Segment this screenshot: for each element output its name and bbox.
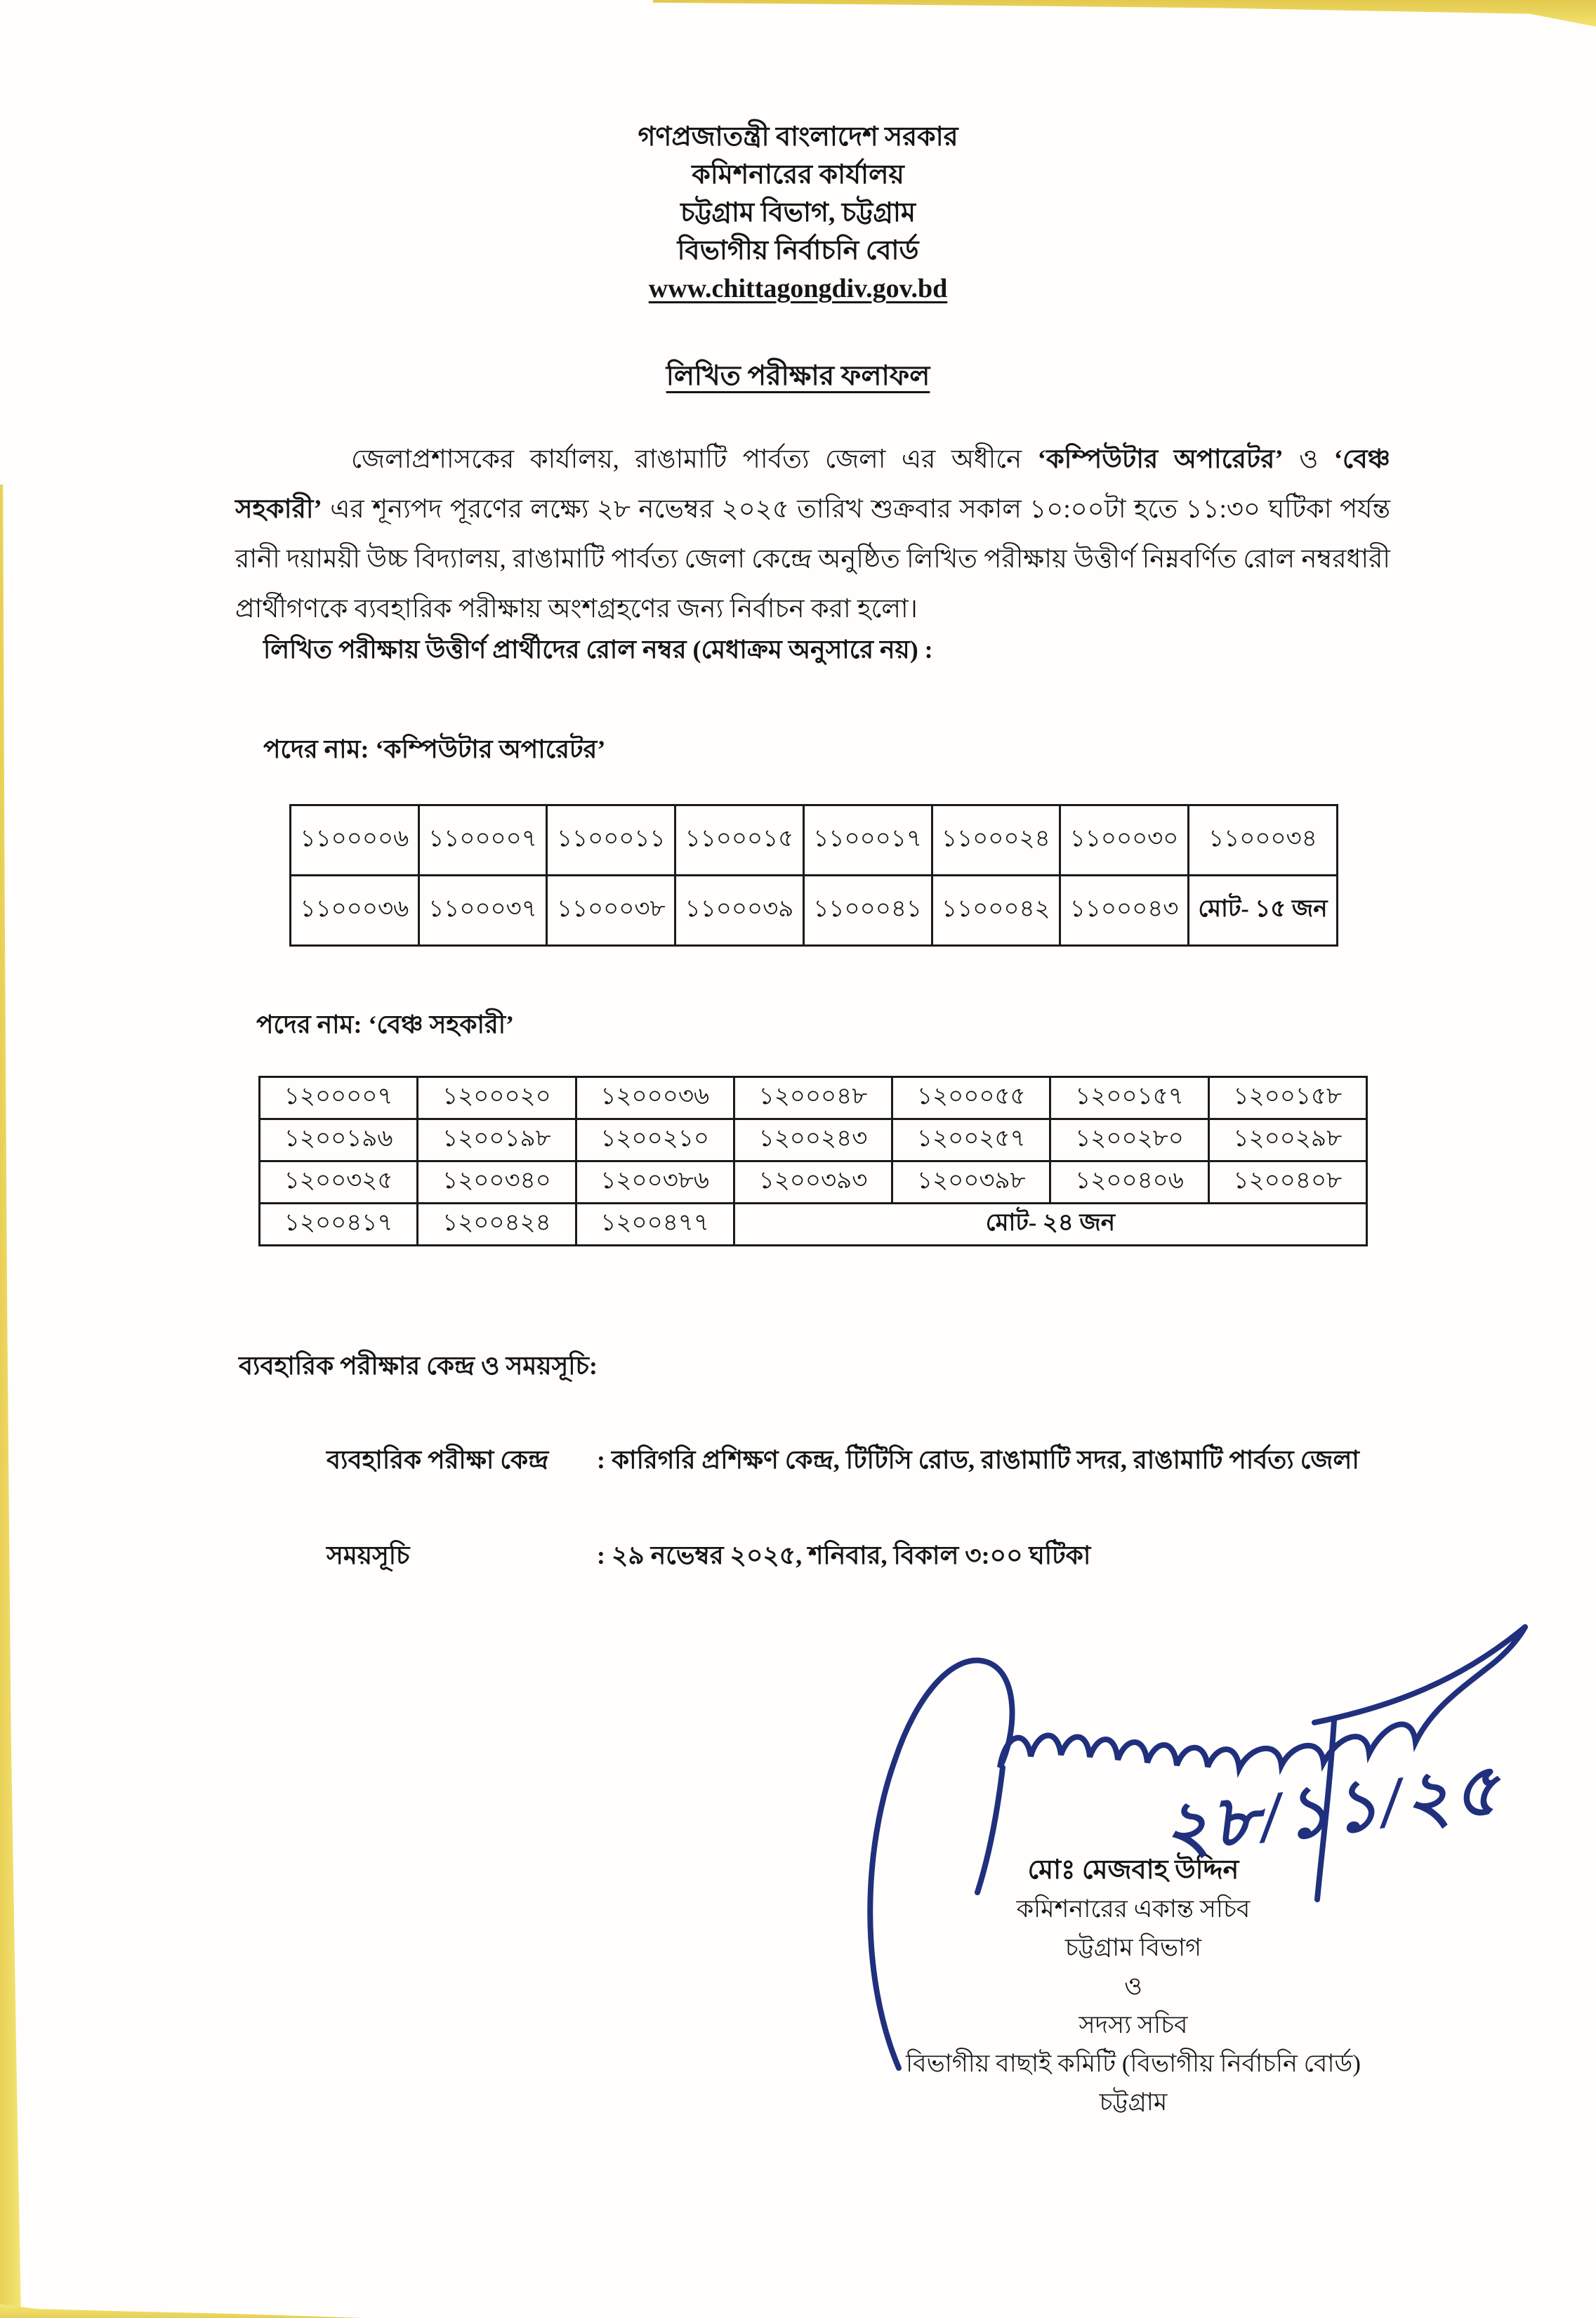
office-name: কমিশনারের কার্যালয় bbox=[692, 160, 904, 190]
scan-edge-bottom bbox=[0, 2304, 365, 2318]
table-row bbox=[291, 876, 1338, 946]
roll-cell: ১২০০১৯৬ bbox=[260, 1119, 418, 1161]
intro-part2: ও bbox=[1283, 445, 1334, 474]
venue-value: : কারিগরি প্রশিক্ষণ কেন্দ্র, টিটিসি রোড, রাঙামাটি সদর, রাঙামাটি পার্বত্য জেলা bbox=[597, 1446, 1359, 1474]
schedule-row bbox=[327, 1536, 1090, 1579]
roll-cell: ১১০০০৩৪ bbox=[1188, 805, 1337, 876]
roll-cell: ১১০০০৪১ bbox=[803, 876, 932, 946]
roll-cell: ১২০০১৫৭ bbox=[1050, 1077, 1208, 1119]
intro-part1: জেলাপ্রশাসকের কার্যালয়, রাঙামাটি পার্বত্য জেলা এর অধীনে bbox=[351, 445, 1038, 474]
roll-cell: ১১০০০১১ bbox=[547, 805, 675, 876]
roll-cell: ১২০০০৫৫ bbox=[892, 1077, 1050, 1119]
government-title: গণপ্রজাতন্ত্রী বাংলাদেশ সরকার bbox=[638, 122, 958, 152]
board-name: বিভাগীয় নির্বাচনি বোর্ড bbox=[677, 236, 919, 265]
page-title: লিখিত পরীক্ষার ফলাফল bbox=[666, 361, 930, 391]
post1-heading: পদের নাম: ‘কম্পিউটার অপারেটর’ bbox=[263, 735, 606, 763]
roll-cell: ১২০০৩৪০ bbox=[418, 1161, 576, 1204]
post-name-computer-operator: ‘কম্পিউটার অপারেটর’ bbox=[1037, 445, 1284, 474]
roll-cell: ১২০০২৫৭ bbox=[892, 1119, 1050, 1161]
schedule-label: সময়সূচি bbox=[327, 1541, 410, 1569]
roll-cell: ১২০০৪১৭ bbox=[260, 1204, 418, 1246]
schedule-value: : ২৯ নভেম্বর ২০২৫, শনিবার, বিকাল ৩:০০ ঘটিকা bbox=[597, 1541, 1091, 1569]
scan-edge-left bbox=[0, 485, 21, 2318]
website-url: www.chittagongdiv.gov.bd bbox=[648, 274, 948, 303]
signer-designation-3: সদস্য সচিব bbox=[1079, 2011, 1188, 2039]
post2-heading: পদের নাম: ‘বেঞ্চ সহকারী’ bbox=[256, 1010, 515, 1039]
roll-cell: ১২০০৩৯৮ bbox=[892, 1161, 1050, 1204]
roll-cell: ১২০০৩৮৬ bbox=[576, 1161, 734, 1204]
venue-row bbox=[327, 1441, 1359, 1483]
roll-cell: ১২০০০০৭ bbox=[260, 1077, 418, 1119]
signer-designation-1: কমিশনারের একান্ত সচিব bbox=[1016, 1895, 1251, 1923]
signer-designation-4: বিভাগীয় বাছাই কমিটি (বিভাগীয় নির্বাচনি বোর্ড) bbox=[906, 2050, 1361, 2077]
post-name-bench-assistant: ‘বেঞ্চ সহকারী’ bbox=[235, 445, 1390, 524]
roll-cell: ১১০০০৩০ bbox=[1060, 805, 1189, 876]
roll-cell: ১১০০০৪৩ bbox=[1060, 876, 1189, 946]
table-row bbox=[291, 805, 1338, 876]
practical-section-heading: ব্যবহারিক পরীক্ষার কেন্দ্র ও সময়সূচি: bbox=[239, 1352, 598, 1380]
signer-block bbox=[829, 1851, 1438, 2121]
roll-cell: ১২০০৪৭৭ bbox=[576, 1204, 734, 1246]
roll-cell: ১২০০২১০ bbox=[576, 1119, 734, 1161]
table-row bbox=[260, 1204, 1367, 1246]
roll-cell: ১২০০১৫৮ bbox=[1208, 1077, 1366, 1119]
roll-cell: ১১০০০৪২ bbox=[932, 876, 1060, 946]
signature-date-handwritten: ২৮/১১/২৫ bbox=[1158, 1749, 1507, 1871]
total-cell: মোট- ১৫ জন bbox=[1188, 876, 1337, 946]
table-row bbox=[260, 1077, 1367, 1119]
table-row bbox=[260, 1119, 1367, 1161]
roll-cell: ১২০০৩২৫ bbox=[260, 1161, 418, 1204]
roll-cell: ১১০০০২৪ bbox=[932, 805, 1060, 876]
letterhead bbox=[0, 118, 1596, 308]
roll-cell: ১২০০৪০৮ bbox=[1208, 1161, 1366, 1204]
roll-cell: ১২০০৩৯৩ bbox=[734, 1161, 892, 1204]
signer-designation-2: চট্টগ্রাম বিভাগ bbox=[1064, 1934, 1202, 1961]
roll-cell: ১২০০২৮০ bbox=[1050, 1119, 1208, 1161]
roll-cell: ১২০০২৯৮ bbox=[1208, 1119, 1366, 1161]
venue-label: ব্যবহারিক পরীক্ষা কেন্দ্র bbox=[327, 1446, 549, 1474]
intro-paragraph bbox=[235, 435, 1390, 634]
roll-cell: ১১০০০১৭ bbox=[803, 805, 932, 876]
roll-cell: ১১০০০৩৮ bbox=[547, 876, 675, 946]
roll-cell: ১২০০২৪৩ bbox=[734, 1119, 892, 1161]
roll-cell: ১২০০০৪৮ bbox=[734, 1077, 892, 1119]
roll-cell: ১২০০০২০ bbox=[418, 1077, 576, 1119]
roll-cell: ১১০০০০৭ bbox=[418, 805, 547, 876]
division-name: চট্টগ্রাম বিভাগ, চট্টগ্রাম bbox=[680, 198, 916, 228]
roll-cell: ১১০০০০৬ bbox=[291, 805, 419, 876]
signer-name: মোঃ মেজবাহ উদ্দিন bbox=[1027, 1855, 1239, 1885]
table-row bbox=[260, 1161, 1367, 1204]
roll-cell: ১২০০০৩৬ bbox=[576, 1077, 734, 1119]
computer-operator-roll-table bbox=[289, 804, 1338, 947]
roll-list-heading: লিখিত পরীক্ষায় উত্তীর্ণ প্রার্থীদের রোল নম্বর (মেধাক্রম অনুসারে নয়) : bbox=[263, 636, 933, 664]
bench-assistant-roll-table bbox=[258, 1076, 1368, 1246]
intro-part3: এর শূন্যপদ পূরণের লক্ষ্যে ২৮ নভেম্বর ২০২৫ তারিখ শুক্রবার সকাল ১০:০০টা হতে ১১:৩০ ঘটিকা পর্যন্ত রানী দয়াময়ী উচ্চ বিদ্যালয়, রাঙামাটি পার্বত্য জেলা কেন্দ্রে অনুষ্ঠিত লিখিত পরীক্ষায় উত্তীর্ণ নিম্নবর্ণিত রোল নম্বরধারী প্রার্থীগণকে ব্যবহারিক পরীক্ষায় অংশগ্রহণের জন্য নির্বাচন করা হলো। bbox=[235, 495, 1390, 624]
signer-conjunction: ও bbox=[1124, 1973, 1142, 2000]
roll-cell: ১১০০০১৫ bbox=[675, 805, 804, 876]
roll-cell: ১১০০০৩৭ bbox=[418, 876, 547, 946]
roll-cell: ১১০০০৩৯ bbox=[675, 876, 804, 946]
scan-edge-top bbox=[653, 0, 1596, 27]
total-cell: মোট- ২৪ জন bbox=[734, 1204, 1366, 1246]
roll-cell: ১২০০১৯৮ bbox=[418, 1119, 576, 1161]
roll-cell: ১২০০৪০৬ bbox=[1050, 1161, 1208, 1204]
roll-cell: ১১০০০৩৬ bbox=[291, 876, 419, 946]
signer-designation-5: চট্টগ্রাম bbox=[1099, 2088, 1168, 2116]
roll-cell: ১২০০৪২৪ bbox=[418, 1204, 576, 1246]
